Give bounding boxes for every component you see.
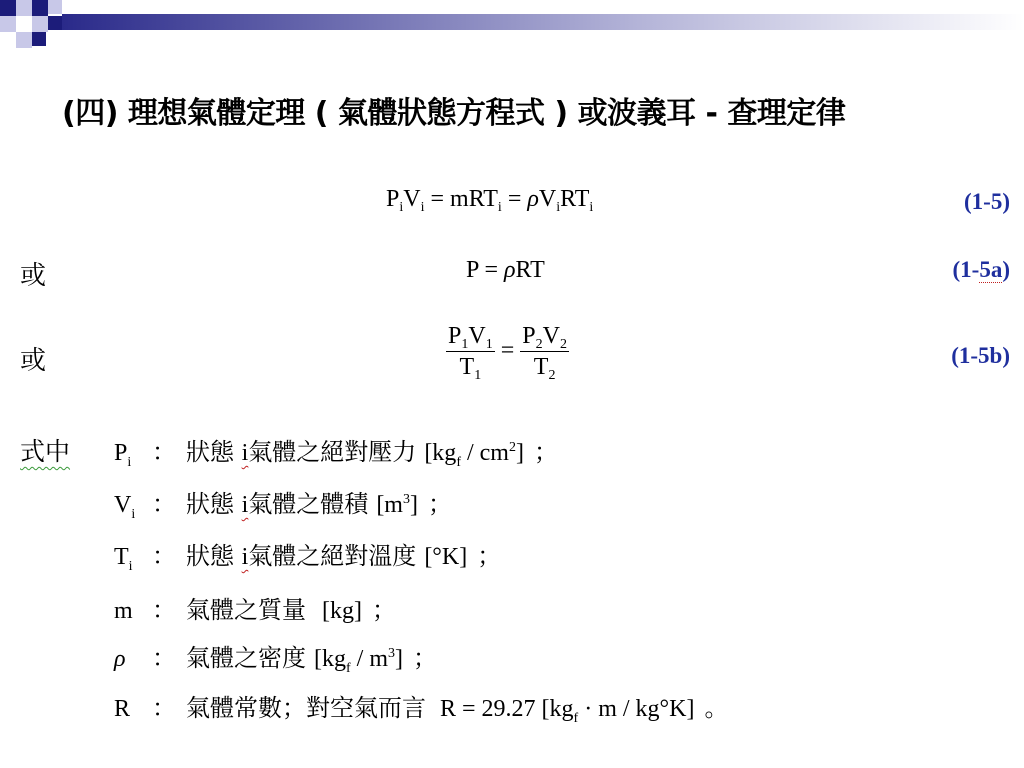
or-label-1: 或 — [20, 261, 47, 291]
or-label-2: 或 — [20, 346, 47, 376]
definition-temperature: $T_i$ ： 狀態 i氣體之絕對溫度 [°K] ； — [114, 542, 502, 574]
definition-mass: m ： 氣體之質量 [kg] ； — [114, 596, 396, 624]
equation-1-5: $P_iV_i = mRT_i = \rho V_iRT_i$ — [386, 186, 594, 215]
where-label: 式中 — [20, 437, 71, 466]
definition-pressure: $P_i$ ： 狀態 i氣體之絕對壓力 $[kg_f / cm^2]$ ； — [114, 438, 558, 470]
equation-1-5b: $\frac{P_1V_1}{T_1}$ = $\frac{P_2V_2}{T_2}$ — [448, 323, 567, 383]
top-gradient-bar — [62, 14, 1024, 30]
definition-density: ρ ： 氣體之密度 $[kg_f / m^3]$ ； — [114, 644, 438, 676]
definition-gas-constant: R ： 氣體常數；對空氣而言 R = 29.27 $[kg_f \cdot m / kg^\circ K]$ 。 — [114, 694, 729, 726]
equation-number-1-5a: (1-5a) — [952, 257, 1010, 282]
equation-1-5a: P = ρRT — [466, 257, 545, 283]
definition-volume: $V_i$ ： 狀態 i氣體之體積 $[m^3]$ ； — [114, 490, 452, 522]
equation-number-1-5b: (1-5b) — [951, 343, 1010, 368]
equation-number-1-5: (1-5) — [964, 189, 1010, 214]
page-title: (四) 理想氣體定理 ( 氣體狀態方程式 ) 或波義耳 - 查理定律 — [62, 96, 846, 131]
